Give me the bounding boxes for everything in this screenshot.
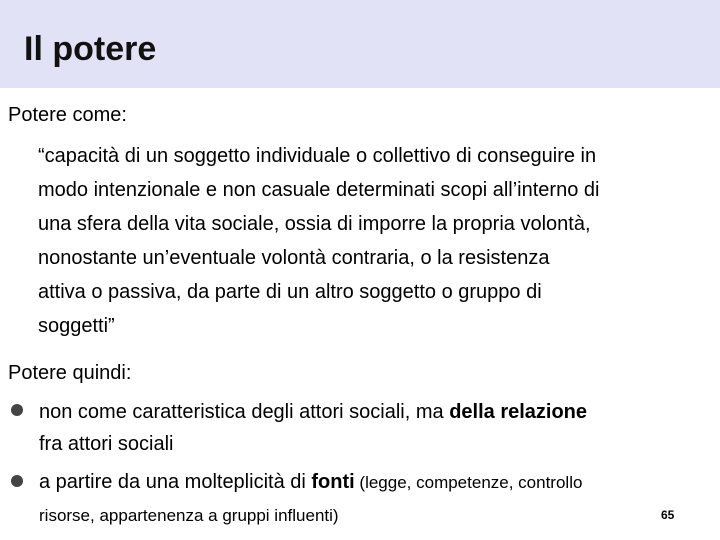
quote-line: nonostante un’eventuale volontà contraria, o la resistenza (38, 247, 550, 269)
bullet-text-bold: fonti (311, 471, 355, 493)
bullet-text-part: a partire da una molteplicità di (39, 471, 312, 493)
bullet-text-bold: della relazione (449, 401, 588, 423)
section-keyword: Potere (8, 104, 67, 126)
bullet-text-part: non come caratteristica degli attori sociali, ma (39, 401, 450, 423)
page-number: 65 (661, 508, 675, 522)
title-bar (0, 0, 720, 88)
bullet-text-small-line2: risorse, appartenenza a gruppi influenti) (39, 506, 339, 525)
bullet-text (39, 396, 709, 460)
quote-line: attiva o passiva, da parte di un altro soggetto o gruppo di (38, 281, 542, 303)
bullet-text-small: (legge, competenze, controllo (354, 473, 583, 492)
quote-line: soggetti” (38, 315, 115, 337)
definition-quote (38, 139, 718, 343)
quote-line: una sfera della vita sociale, ossia di imporre la propria volontà, (38, 213, 591, 235)
section-heading-rest: come: (66, 104, 127, 126)
page-title: Il potere (24, 30, 157, 68)
section-heading-potere-quindi (8, 362, 131, 385)
quote-line: “capacità di un soggetto individuale o collettivo di conseguire in (38, 145, 597, 167)
bullet-dot-icon (11, 404, 23, 416)
bullet-dot-icon (11, 475, 23, 487)
section-keyword: Potere (8, 362, 67, 384)
section-heading-potere-come (8, 104, 127, 127)
bullet-text-line2: fra attori sociali (39, 433, 174, 455)
bullet-text (39, 466, 709, 532)
section-heading-rest: quindi: (66, 362, 132, 384)
quote-line: modo intenzionale e non casuale determinati scopi all’interno di (38, 179, 600, 201)
